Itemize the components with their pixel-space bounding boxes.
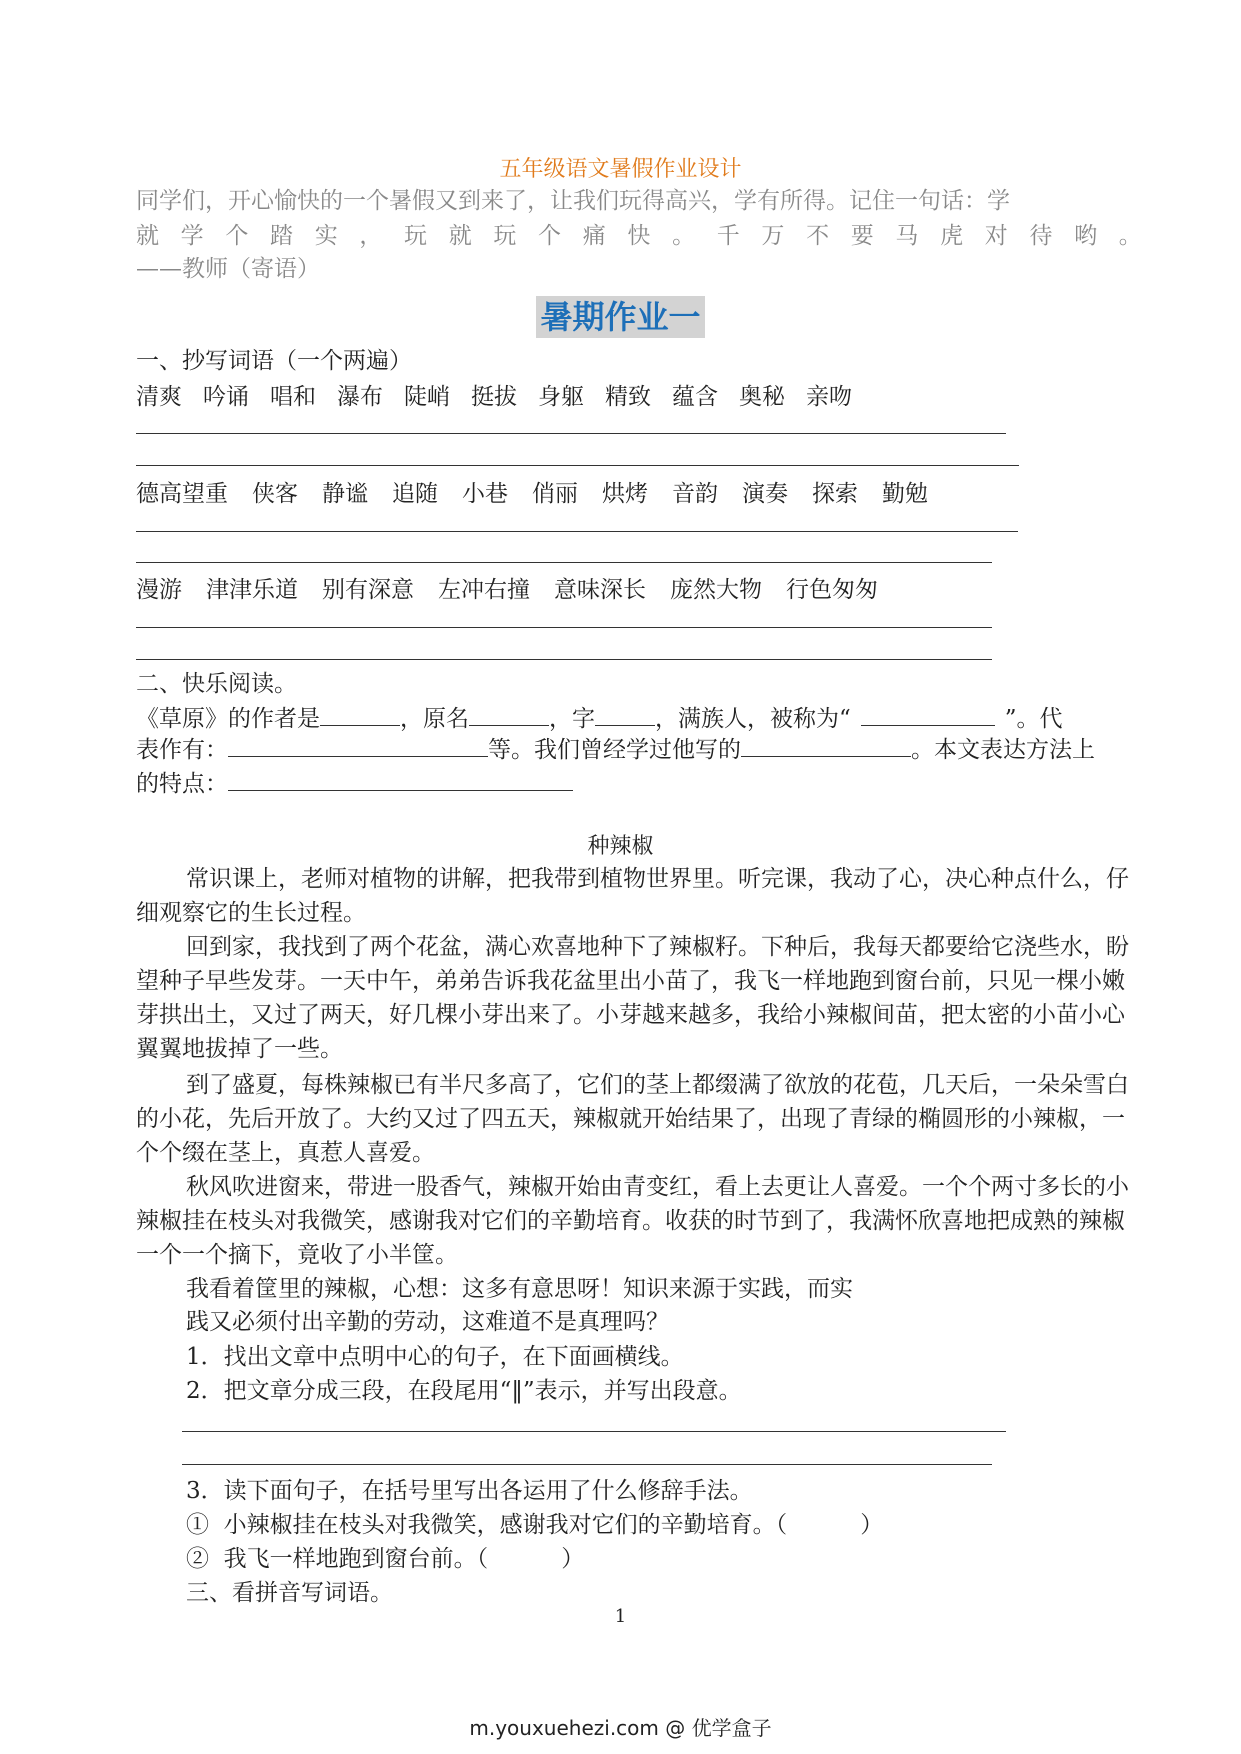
vocab-word: 奥秘 [739,384,785,410]
part3-heading: 三、看拼音写词语。 [186,1580,393,1606]
word-row-3 [136,571,902,604]
intro-char: 不 [806,223,830,249]
intro-char: 痛 [582,223,606,249]
vocab-word: 勤勉 [882,481,928,507]
section-title: 暑期作业一 [0,292,1241,338]
vocab-word: 庞然大物 [670,577,762,603]
writing-line [136,531,1018,532]
question-1: 1．找出文章中点明中心的句子，在下面画横线。 [186,1344,684,1370]
intro-line-2 [136,219,1142,254]
intro-line-1: 同学们，开心愉快的一个暑假又到来了，让我们玩得高兴，学有所得。记住一句话：学 [136,188,1010,214]
writing-line [136,562,992,563]
vocab-word: 亲吻 [806,384,852,410]
intro-char: 实 [314,223,338,249]
intro-char: 个 [225,223,249,249]
vocab-word: 陡峭 [404,384,450,410]
vocab-word: 追随 [392,481,438,507]
intro-char: 玩 [493,223,517,249]
vocab-word: 瀑布 [337,384,383,410]
vocab-word: 别有深意 [322,577,414,603]
story-title: 种辣椒 [587,834,654,859]
question-2: 2．把文章分成三段，在段尾用“‖”表示，并写出段意。 [186,1378,742,1404]
story-paragraph-2: 回到家，我找到了两个花盆，满心欢喜地种下了辣椒籽。下种后，我每天都要给它浇些水，盼望种子早些发芽。一天中午，弟弟告诉我花盆里出小苗了，我飞一样地跑到窗台前，只见一棵小嫩芽拱出土，又过了两天，好几棵小芽出来了。小芽越来越多，我给小辣椒间苗，把太密的小苗小心翼翼地拔掉了一些。 [136,934,1129,1062]
footer-watermark: m.youxuehezi.com @ 优学盒子 [469,1716,772,1740]
vocab-word: 演奏 [742,481,788,507]
intro-char: 千 [716,223,740,249]
story-paragraph-3: 到了盛夏，每株辣椒已有半尺多高了，它们的茎上都缀满了欲放的花苞，几天后，一朵朵雪白的小花，先后开放了。大约又过了四五天，辣椒就开始结果了，出现了青绿的椭圆形的小辣椒，一个个缀在茎上，真惹人喜爱。 [136,1072,1129,1166]
intro-char: 马 [895,223,919,249]
intro-char: 万 [761,223,785,249]
vocab-word: 蕴含 [672,384,718,410]
vocab-word: 静谧 [322,481,368,507]
vocab-word: 吟诵 [203,384,249,410]
reading-question-line-1: 《草原》的作者是 ，原名 ，字 ，满族人，被称为“ ”。代 [136,702,1063,736]
word-row-2 [136,475,952,508]
vocab-word: 俏丽 [532,481,578,507]
intro-char: ， [359,223,383,249]
word-row-1 [136,378,873,411]
vocab-word: 清爽 [136,384,182,410]
page-number: 1 [614,1606,627,1627]
reading-question-line-2: 表作有： 等。我们曾经学过他写的 。本文表达方法上 [136,733,1095,767]
part2-heading: 二、快乐阅读。 [136,671,297,697]
intro-char: 个 [538,223,562,249]
intro-line-3: ——教师（寄语） [136,256,320,282]
intro-char: 踏 [270,223,294,249]
part1-heading: 一、抄写词语（一个两遍） [136,348,412,374]
intro-char: 。 [1118,223,1142,249]
intro-char: 虎 [940,223,964,249]
document-title: 五年级语文暑假作业设计 [499,157,742,182]
question-3: 3．读下面句子，在括号里写出各运用了什么修辞手法。 [186,1478,753,1504]
question-3-item-2: ② 我飞一样地跑到窗台前。（ ） [186,1546,585,1572]
writing-line [136,433,1006,434]
reading-question-line-3: 的特点： [136,767,573,801]
vocab-word: 行色匆匆 [786,577,878,603]
vocab-word: 津津乐道 [206,577,298,603]
intro-char: 要 [850,223,874,249]
intro-char: 。 [672,223,696,249]
intro-char: 就 [136,223,159,249]
question-3-item-1: ① 小辣椒挂在枝头对我微笑，感谢我对它们的辛勤培育。（ ） [186,1512,884,1538]
story-paragraph-4: 秋风吹进窗来，带进一股香气，辣椒开始由青变红，看上去更让人喜爱。一个个两寸多长的小辣椒挂在枝头对我微笑，感谢我对它们的辛勤培育。收获的时节到了，我满怀欣喜地把成熟的辣椒一个一个摘下，竟收了小半筐。 [136,1174,1129,1268]
writing-line [136,627,992,628]
vocab-word: 德高望重 [136,481,228,507]
vocab-word: 漫游 [136,577,182,603]
story-last-line-2: 践又必须付出辛勤的劳动，这难道不是真理吗？ [186,1309,669,1335]
writing-line [136,659,992,660]
story-paragraph-1: 常识课上，老师对植物的讲解，把我带到植物世界里。听完课，我动了心，决心种点什么，仔细观察它的生长过程。 [136,866,1129,926]
vocab-word: 左冲右撞 [438,577,530,603]
vocab-word: 音韵 [672,481,718,507]
intro-char: 玩 [404,223,428,249]
vocab-word: 侠客 [252,481,298,507]
vocab-word: 意味深长 [554,577,646,603]
intro-char: 待 [1029,223,1053,249]
writing-line [182,1431,1006,1432]
intro-char: 快 [627,223,651,249]
vocab-word: 烘烤 [602,481,648,507]
intro-char: 就 [448,223,472,249]
story-last-line-1: 我看着筐里的辣椒，心想：这多有意思呀！知识来源于实践，而实 [186,1276,853,1302]
intro-char: 哟 [1074,223,1098,249]
vocab-word: 唱和 [270,384,316,410]
vocab-word: 精致 [605,384,651,410]
vocab-word: 挺拔 [471,384,517,410]
intro-char: 对 [984,223,1008,249]
vocab-word: 探索 [812,481,858,507]
vocab-word: 小巷 [462,481,508,507]
writing-line [136,465,1019,466]
writing-line [182,1464,992,1465]
vocab-word: 身躯 [538,384,584,410]
intro-char: 学 [180,223,204,249]
